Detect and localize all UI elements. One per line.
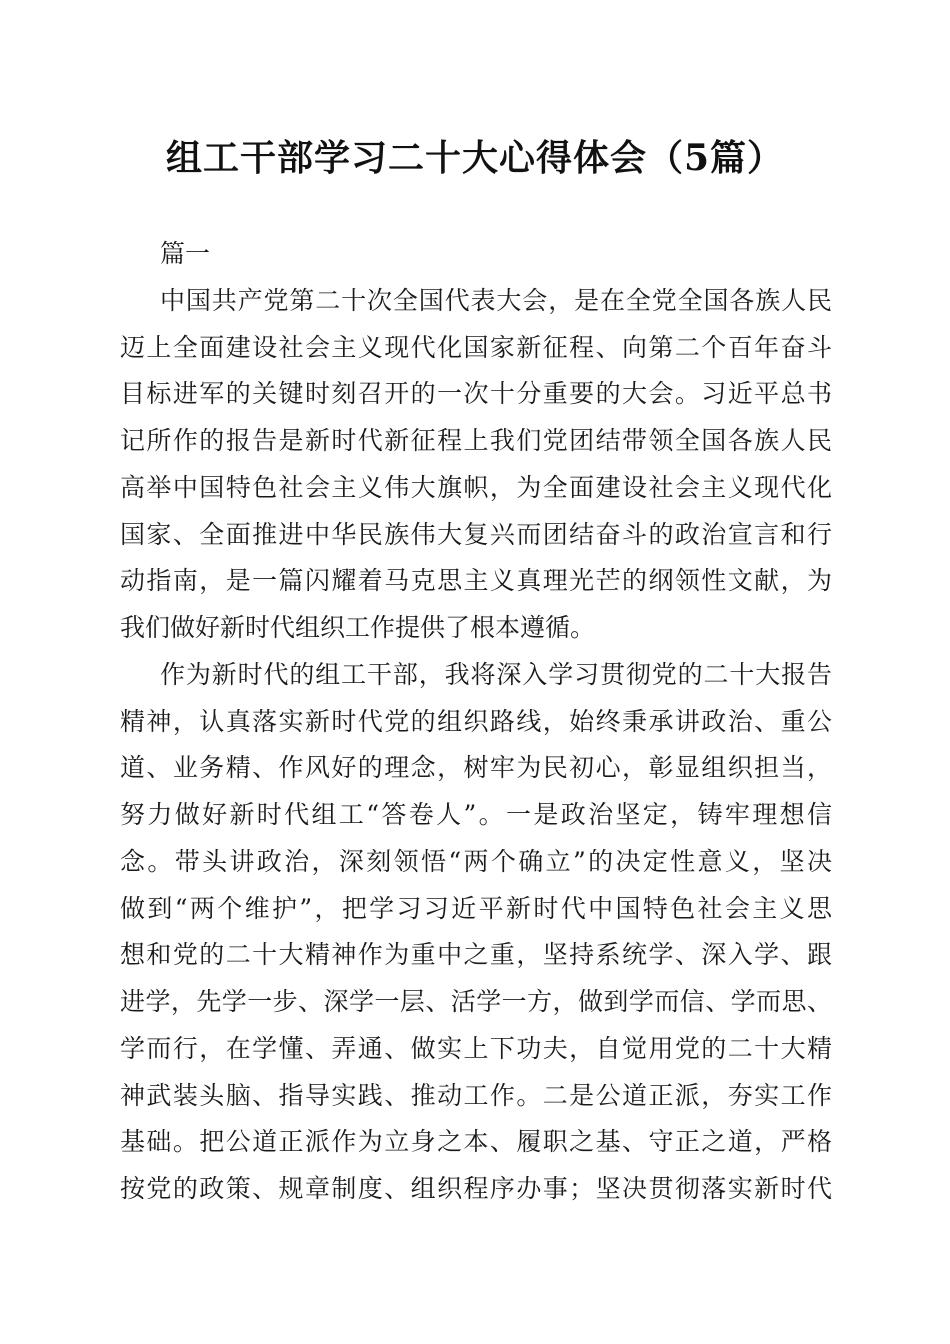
paragraph-line: 目标进军的关键时刻召开的一次十分重要的大会。习近平总书: [120, 379, 832, 409]
paragraph-line: 学而行，在学懂、弄通、做实上下功夫，自觉用党的二十大精: [120, 1033, 832, 1063]
paragraph-line: 中国共产党第二十次全国代表大会，是在全党全国各族人民: [160, 285, 832, 315]
section-heading: 篇一: [160, 239, 211, 268]
document-body: [120, 231, 832, 1213]
document-title: 组工干部学习二十大心得体会（5篇）: [165, 137, 785, 179]
paragraph-line: 道、业务精、作风好的理念，树牢为民初心，彰显组织担当，: [120, 753, 832, 783]
paragraph-line: 国家、全面推进中华民族伟大复兴而团结奋斗的政治宣言和行: [120, 519, 832, 549]
paragraph-line: 作为新时代的组工干部，我将深入学习贯彻党的二十大报告: [160, 659, 832, 689]
paragraph-line: 做到“两个维护”，把学习习近平新时代中国特色社会主义思: [120, 893, 832, 923]
paragraph-line: 基础。把公道正派作为立身之本、履职之基、守正之道，严格: [120, 1127, 832, 1157]
paragraph-line: 高举中国特色社会主义伟大旗帜，为全面建设社会主义现代化: [120, 472, 832, 502]
paragraph-line: 努力做好新时代组工“答卷人”。一是政治坚定，铸牢理想信: [120, 800, 832, 829]
paragraph-line: 记所作的报告是新时代新征程上我们党团结带领全国各族人民: [120, 426, 832, 455]
paragraph-line: 进学，先学一步、深学一层、活学一方，做到学而信、学而思、: [120, 987, 832, 1016]
paragraph-line: 按党的政策、规章制度、组织程序办事；坚决贯彻落实新时代: [120, 1174, 832, 1203]
paragraph-line: 念。带头讲政治，深刻领悟“两个确立”的决定性意义，坚决: [120, 846, 832, 876]
paragraph-line: 精神，认真落实新时代党的组织路线，始终秉承讲政治、重公: [120, 706, 832, 736]
paragraph-line: 我们做好新时代组织工作提供了根本遵循。: [120, 613, 596, 642]
paragraph-line: 动指南，是一篇闪耀着马克思主义真理光芒的纲领性文献，为: [120, 566, 832, 596]
paragraph-line: 想和党的二十大精神作为重中之重，坚持系统学、深入学、跟: [120, 940, 832, 970]
paragraph-line: 迈上全面建设社会主义现代化国家新征程、向第二个百年奋斗: [120, 332, 832, 362]
paragraph-line: 神武装头脑、指导实践、推动工作。二是公道正派，夯实工作: [120, 1080, 832, 1110]
